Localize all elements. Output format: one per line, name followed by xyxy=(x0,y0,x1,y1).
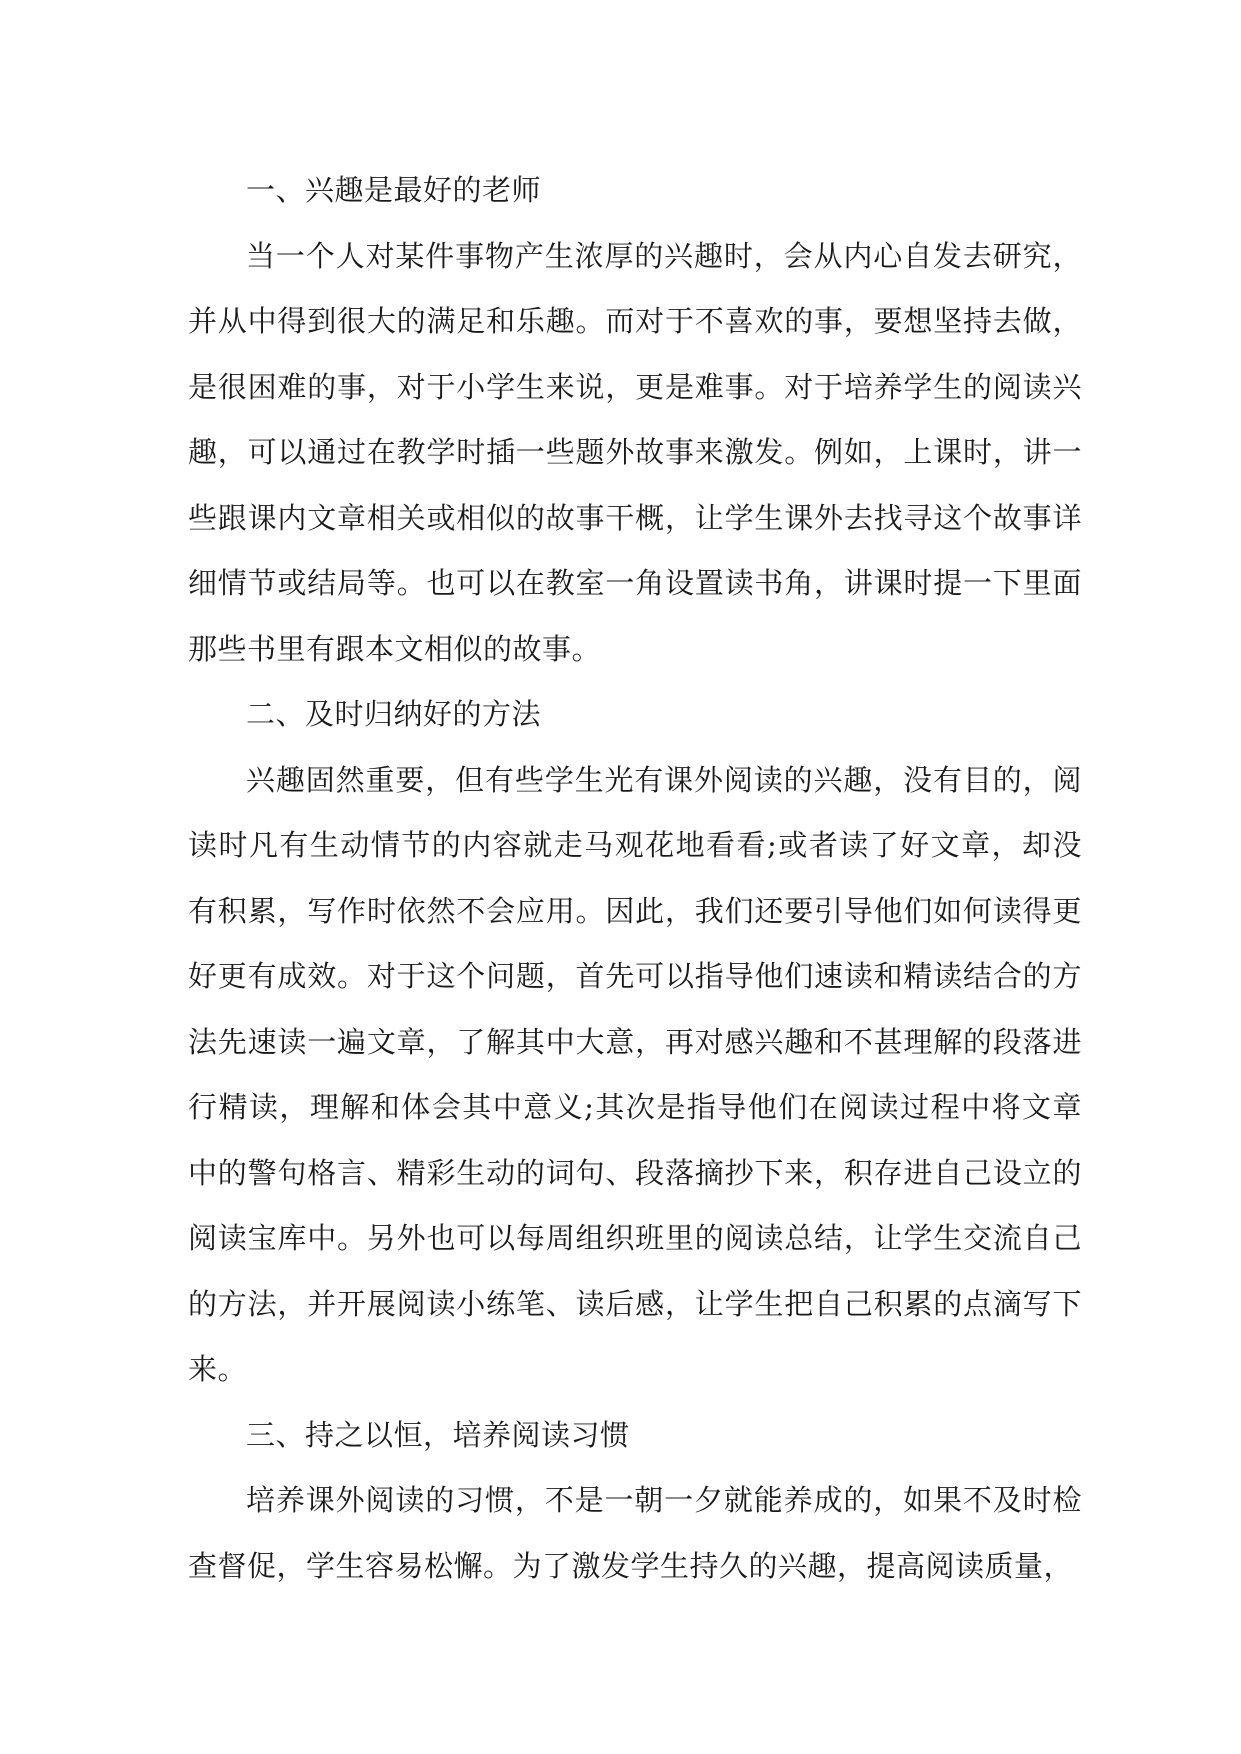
section-paragraph-3: 培养课外阅读的习惯，不是一朝一夕就能养成的，如果不及时检查督促，学生容易松懈。为了激发学生持久的兴趣，提高阅读质量， xyxy=(188,1483,1082,1583)
section-heading-1: 一、兴趣是最好的老师 xyxy=(246,173,542,207)
section-paragraph-2: 兴趣固然重要，但有些学生光有课外阅读的兴趣，没有目的，阅读时凡有生动情节的内容就走马观花地看看;或者读了好文章，却没有积累，写作时依然不会应用。因此，我们还要引导他们如何读得更好更有成效。对于这个问题，首先可以指导他们速读和精读结合的方法先速读一遍文章，了解其中大意，再对感兴趣和不甚理解的段落进行精读，理解和体会其中意义;其次是指导他们在阅读过程中将文章中的警句格言、精彩生动的词句、段落摘抄下来，积存进自己设立的阅读宝库中。另外也可以每周组织班里的阅读总结，让学生交流自己的方法，并开展阅读小练笔、读后感，让学生把自己积累的点滴写下来。 xyxy=(188,762,1082,1386)
section-paragraph-1: 当一个人对某件事物产生浓厚的兴趣时，会从内心自发去研究，并从中得到很大的满足和乐趣。而对于不喜欢的事，要想坚持去做，是很困难的事，对于小学生来说，更是难事。对于培养学生的阅读兴趣，可以通过在教学时插一些题外故事来激发。例如，上课时，讲一些跟课内文章相关或相似的故事干概，让学生课外去找寻这个故事详细情节或结局等。也可以在教室一角设置读书角，讲课时提一下里面那些书里有跟本文相似的故事。 xyxy=(188,238,1082,666)
document-body xyxy=(188,158,1082,1599)
section-heading-3: 三、持之以恒，培养阅读习惯 xyxy=(246,1417,630,1452)
section-heading-2: 二、及时归纳好的方法 xyxy=(246,697,542,731)
